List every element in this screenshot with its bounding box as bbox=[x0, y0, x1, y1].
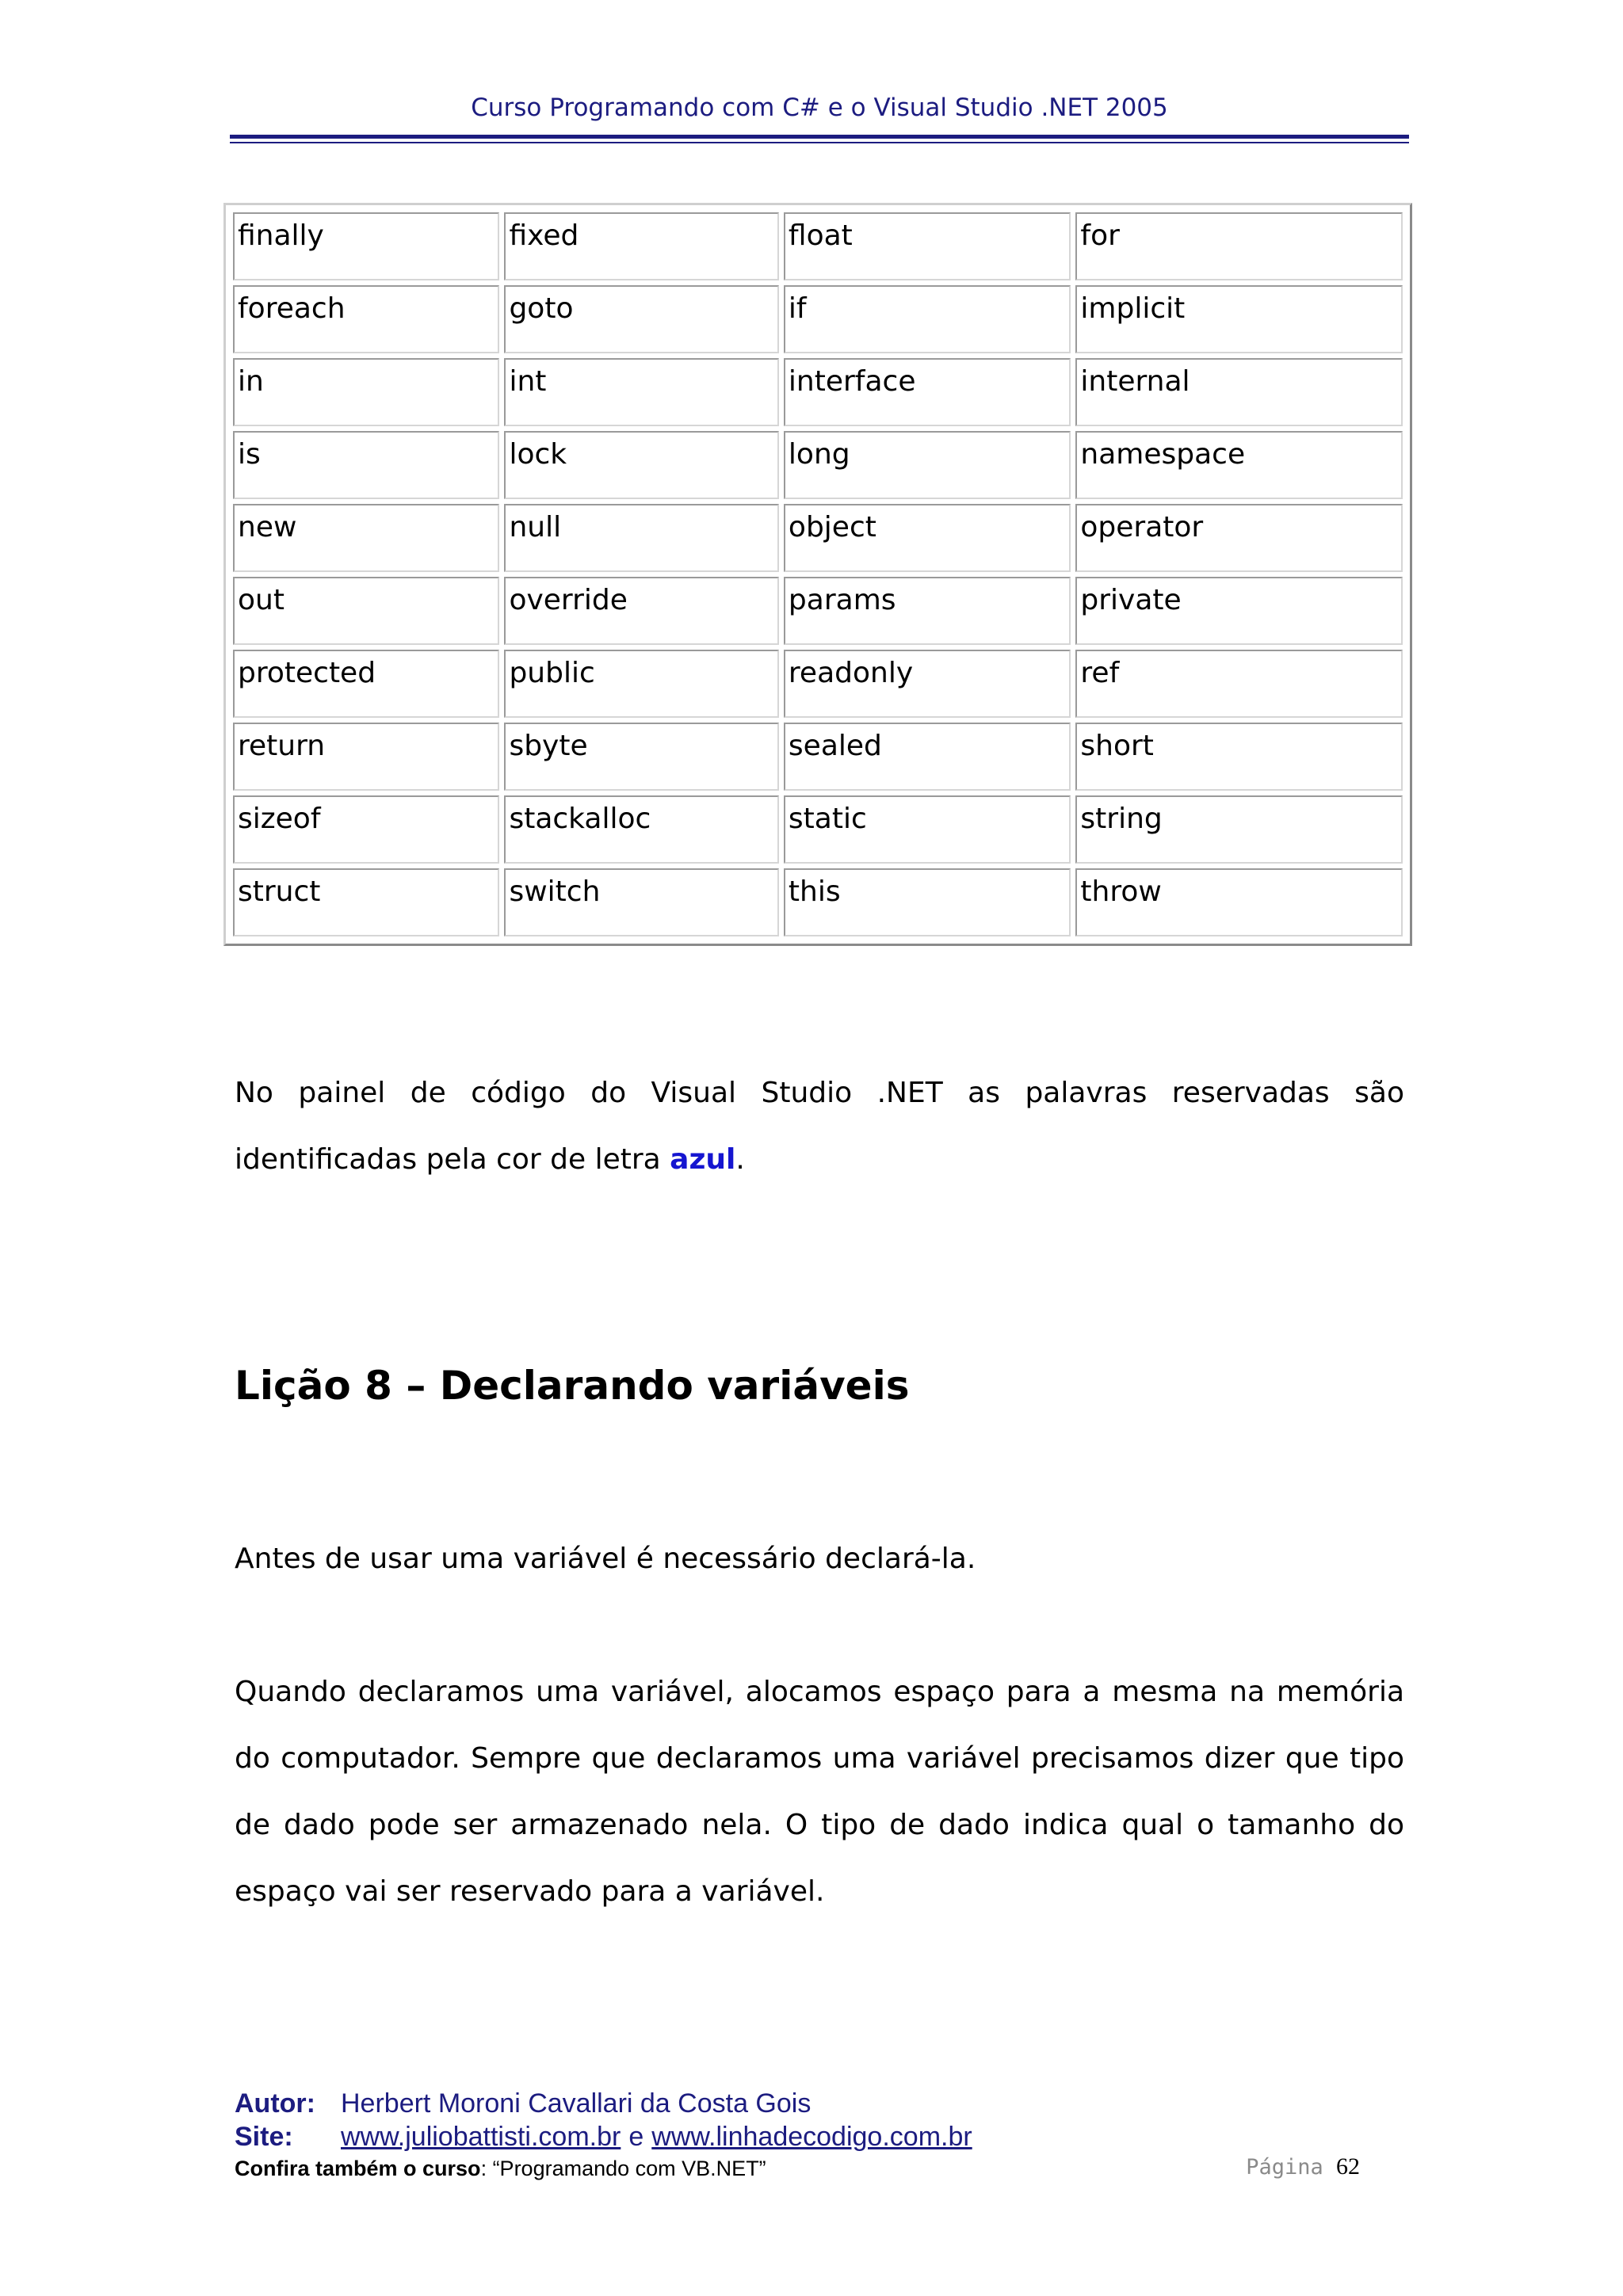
page-number-value: 62 bbox=[1336, 2153, 1360, 2180]
footer-site-row bbox=[235, 2120, 1360, 2153]
page-number bbox=[1246, 2153, 1360, 2180]
table-row bbox=[233, 577, 1403, 645]
keyword-cell: object bbox=[784, 504, 1071, 572]
site-label: Site: bbox=[235, 2122, 293, 2152]
keyword-cell: for bbox=[1075, 212, 1403, 280]
keyword-cell: stackalloc bbox=[504, 795, 778, 864]
lesson-heading: Lição 8 – Declarando variáveis bbox=[235, 1363, 910, 1409]
paragraph-declare-before-use: Antes de usar uma variável é necessário declará-la. bbox=[235, 1543, 976, 1575]
keyword-cell: is bbox=[233, 431, 499, 499]
page-footer bbox=[235, 2087, 1360, 2182]
keyword-cell: foreach bbox=[233, 285, 499, 353]
keyword-cell: int bbox=[504, 358, 778, 426]
site-link-juliobattisti[interactable]: www.juliobattisti.com.br bbox=[341, 2122, 621, 2152]
footer-course-note bbox=[235, 2155, 1360, 2182]
author-label: Autor: bbox=[235, 2088, 315, 2119]
keyword-cell: struct bbox=[233, 868, 499, 936]
keyword-cell: readonly bbox=[784, 650, 1071, 718]
header-rule-thick bbox=[230, 135, 1409, 139]
table-row bbox=[233, 504, 1403, 572]
keyword-cell: interface bbox=[784, 358, 1071, 426]
keyword-cell: private bbox=[1075, 577, 1403, 645]
keyword-cell: this bbox=[784, 868, 1071, 936]
reserved-keywords-table bbox=[223, 203, 1412, 946]
keyword-cell: params bbox=[784, 577, 1071, 645]
note-highlight-azul: azul bbox=[670, 1143, 736, 1176]
keyword-cell: return bbox=[233, 723, 499, 791]
keyword-cell: in bbox=[233, 358, 499, 426]
keyword-cell: lock bbox=[504, 431, 778, 499]
keyword-cell: short bbox=[1075, 723, 1403, 791]
keyword-cell: override bbox=[504, 577, 778, 645]
keyword-cell: protected bbox=[233, 650, 499, 718]
note-text: No painel de código do Visual Studio .NET as palavras reservadas são identificadas pela cor de letra bbox=[235, 1077, 1404, 1176]
keyword-cell: new bbox=[233, 504, 499, 572]
table-row bbox=[233, 795, 1403, 864]
table-row bbox=[233, 212, 1403, 280]
course-label: Confira também o curso bbox=[235, 2157, 481, 2180]
keyword-cell: string bbox=[1075, 795, 1403, 864]
keyword-cell: goto bbox=[504, 285, 778, 353]
keyword-cell: switch bbox=[504, 868, 778, 936]
table-row bbox=[233, 431, 1403, 499]
header-rule-thin bbox=[230, 142, 1409, 143]
keyword-cell: namespace bbox=[1075, 431, 1403, 499]
keyword-cell: float bbox=[784, 212, 1071, 280]
table-row bbox=[233, 358, 1403, 426]
table-row bbox=[233, 650, 1403, 718]
keyword-cell: implicit bbox=[1075, 285, 1403, 353]
keyword-cell: fixed bbox=[504, 212, 778, 280]
page-label: Página bbox=[1246, 2155, 1323, 2180]
keyword-cell: internal bbox=[1075, 358, 1403, 426]
keyword-cell: public bbox=[504, 650, 778, 718]
keyword-cell: static bbox=[784, 795, 1071, 864]
table-row bbox=[233, 723, 1403, 791]
keyword-cell: finally bbox=[233, 212, 499, 280]
keyword-cell: operator bbox=[1075, 504, 1403, 572]
note-end: . bbox=[735, 1143, 745, 1176]
site-separator: e bbox=[628, 2122, 644, 2152]
paragraph-variable-memory: Quando declaramos uma variável, alocamos espaço para a mesma na memória do computador. Sempre que declaramos uma variável precisamos dizer que tipo de dado pode ser armazenado nela. O tipo de dado indica qual o tamanho do espaço vai ser reservado para a variável. bbox=[235, 1676, 1404, 1908]
keyword-cell: sizeof bbox=[233, 795, 499, 864]
page-header-title: Curso Programando com C# e o Visual Studio .NET 2005 bbox=[471, 93, 1168, 122]
keyword-cell: out bbox=[233, 577, 499, 645]
keyword-cell: null bbox=[504, 504, 778, 572]
table-row bbox=[233, 285, 1403, 353]
table-row bbox=[233, 868, 1403, 936]
author-name: Herbert Moroni Cavallari da Costa Gois bbox=[341, 2088, 812, 2119]
keyword-cell: ref bbox=[1075, 650, 1403, 718]
keywords-table-body bbox=[233, 212, 1403, 936]
keyword-cell: throw bbox=[1075, 868, 1403, 936]
keyword-cell: sbyte bbox=[504, 723, 778, 791]
footer-author-row bbox=[235, 2087, 1360, 2120]
keyword-cell: sealed bbox=[784, 723, 1071, 791]
site-link-linhadecodigo[interactable]: www.linhadecodigo.com.br bbox=[651, 2122, 972, 2152]
keywords-color-note bbox=[235, 1060, 1404, 1193]
course-text: : “Programando com VB.NET” bbox=[480, 2157, 766, 2180]
keyword-cell: if bbox=[784, 285, 1071, 353]
keyword-cell: long bbox=[784, 431, 1071, 499]
